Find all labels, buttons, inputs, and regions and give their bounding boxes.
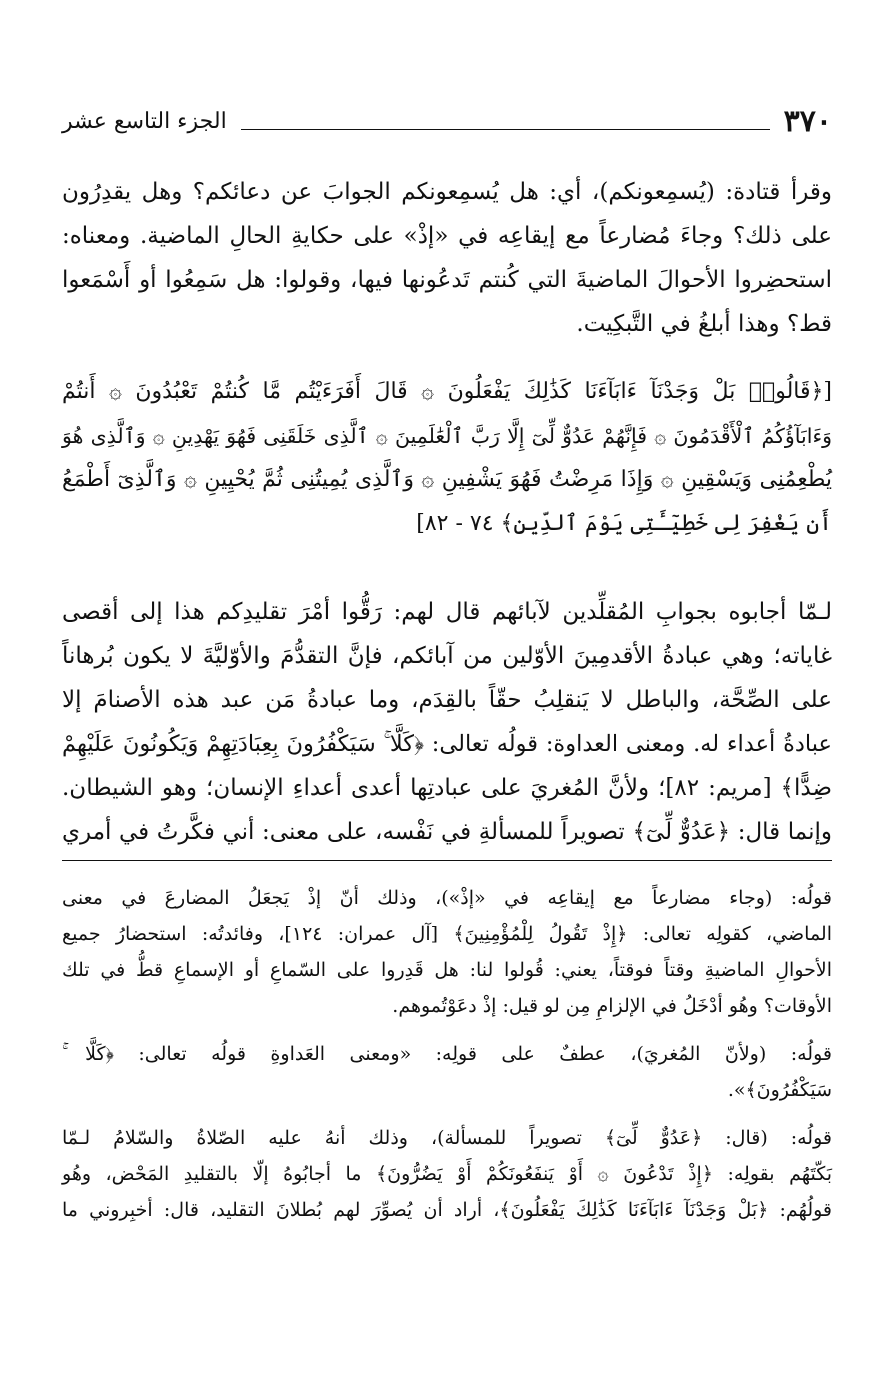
note-line: الأوقات؟ وهُو أدْخَلُ في الإلزامِ مِن لو قيل: إذْ دعَوْتُموهم. (392, 995, 832, 1017)
text-line: قط؟ وهذا أبلغُ في التَّبكِيت. (576, 311, 832, 337)
commentary-note (62, 1036, 832, 1108)
header-rule (241, 129, 770, 130)
note-line: الأحوالِ الماضيةِ وقتاً فوقتاً، يعني: قُولوا لنا: هل قَدِروا على السّماعِ أو الإسماعِ قطُّ في تلك (62, 959, 832, 981)
commentary-note (62, 1120, 832, 1228)
verse-line: وَءَابَآؤُكُمُ ٱلْأَقْدَمُونَ ۞ فَإِنَّهُمْ عَدُوٌّ لِّىٓ إِلَّا رَبَّ ٱلْعَٰلَمِينَ ۞ ٱلَّذِى خَلَقَنِى فَهُوَ يَهْدِينِ ۞ وَٱلَّذِى هُوَ (62, 424, 832, 448)
commentary-note (62, 880, 832, 1024)
commentary-notes (62, 880, 832, 1240)
note-line: بَكّتَهُم بقولِه: ﴿إِذْ تَدْعُونَ ۞ أَوْ يَنفَعُونَكُمْ أَوْ يَضُرُّونَ﴾ ما أجابُوهُ إلّا بالتقليدِ المَحْض، وهُو (62, 1163, 832, 1185)
verse-line: يُطْعِمُنِى وَيَسْقِينِ ۞ وَإِذَا مَرِضْتُ فَهُوَ يَشْفِينِ ۞ وَٱلَّذِى يُمِيتُنِى ثُمَّ يُحْيِينِ ۞ وَٱلَّذِىٓ أَطْمَعُ (62, 467, 832, 492)
verse-line: أَن يَغْفِرَ لِى خَطِيٓـَٔتِى يَوْمَ ٱلدِّينِ﴾ ٧٤ - ٨٢] (416, 511, 832, 536)
text-line: ضِدًّا﴾ [مريم: ٨٢]؛ ولأنَّ المُغريَ على عبادتِها أعدى أعداءِ الإنسان؛ وهو الشيطان. (62, 775, 832, 801)
text-line: لـمّا أجابوه بجوابِ المُقلِّدين لآبائهم قال لهم: رَقُّوا أمْرَ تقليدِكم هذا إلى أقصى (62, 599, 832, 625)
note-line: قولُه: (قال: ﴿عَدُوٌّ لِّىٓ﴾ تصويراً للمسألة)، وذلك أنهُ عليه الصّلاةُ والسّلامُ لـمّا (62, 1127, 832, 1149)
main-text-bottom (62, 590, 832, 854)
note-line: سَيَكْفُرُونَ﴾». (727, 1079, 832, 1101)
page-header (62, 100, 832, 140)
text-line: وإنما قال: ﴿عَدُوٌّ لِّىٓ﴾ تصويراً للمسألةِ في نَفْسه، على معنى: أني فكَّرتُ في أمري (62, 819, 832, 845)
text-line: عبادةُ أعداء له. ومعنى العداوة: قولُه تعالى: ﴿كَلَّا ۚ سَيَكْفُرُونَ بِعِبَادَتِهِمْ وَيَكُونُونَ عَلَيْهِمْ (62, 731, 832, 757)
note-line: الماضي، كقولِه تعالى: ﴿إِذْ تَقُولُ لِلْمُؤْمِنِينَ﴾ [آل عمران: ١٢٤]، وفائدتُه: استحضارُ جميع (62, 923, 832, 945)
note-line: قولُه: (ولأنّ المُغريَ)، عطفٌ على قولِه: «ومعنى العَداوةِ قولُه تعالى: ﴿كَلَّا ۚ (62, 1043, 832, 1065)
text-line: غاياته؛ وهي عبادةُ الأقدمِينَ الأوّلين من آبائكم، فإنَّ التقدُّمَ والأوّليَّةَ لا يكون بُرهاناً (62, 643, 832, 669)
running-title: الجزء التاسع عشر (62, 109, 227, 134)
quran-verses-block (62, 370, 832, 546)
main-text-top (62, 170, 832, 346)
text-line: وقرأ قتادة: (يُسمِعونكم)، أي: هل يُسمِعونكم الجوابَ عن دعائكم؟ وهل يقدِرُون (62, 179, 832, 205)
text-line: على الصِّحَّة، والباطل لا يَنقلِبُ حقّاً بالقِدَم، وما عبادةُ مَن عبد هذه الأصنامَ إلا (62, 687, 832, 713)
text-line: على ذلك؟ وجاءَ مُضارعاً مع إيقاعِه في «إذْ» على حكايةِ الحالِ الماضية. ومعناه: (62, 223, 832, 249)
footnote-divider (62, 860, 832, 861)
note-line: قولُه: (وجاء مضارعاً مع إيقاعِه في «إذْ»)، وذلك أنّ إذْ يَجعَلُ المضارعَ في معنى (62, 887, 832, 909)
text-line: استحضِروا الأحوالَ الماضيةَ التي كُنتم تَدعُونها فيها، وقولوا: هل سَمِعُوا أو أَسْمَعوا (62, 267, 832, 293)
page-number: ٣٧٠ (783, 104, 832, 139)
verse-line: [﴿قَالُوا۟ بَلْ وَجَدْنَآ ءَابَآءَنَا كَذَٰلِكَ يَفْعَلُونَ ۞ قَالَ أَفَرَءَيْتُم مَّا كُنتُمْ تَعْبُدُونَ ۞ أَنتُمْ (62, 379, 832, 404)
note-line: قولُهُم: ﴿بَلْ وَجَدْنَآ ءَابَآءَنَا كَذَٰلِكَ يَفْعَلُونَ﴾، أراد أن يُصوِّرَ لهم بُطلانَ التقليد، قال: أخبِروني ما (62, 1199, 832, 1221)
